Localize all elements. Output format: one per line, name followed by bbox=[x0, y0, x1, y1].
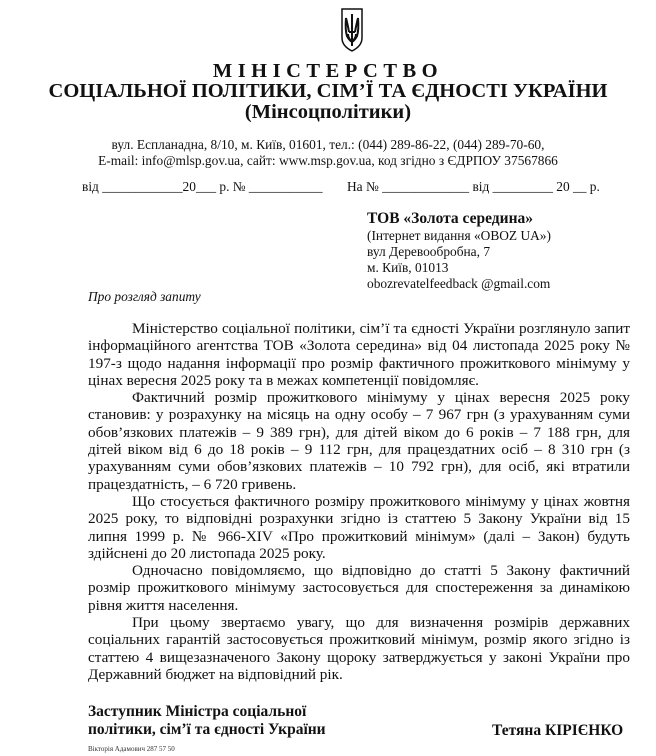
recipient-email: obozrevatelfeedback @gmail.com bbox=[367, 276, 551, 291]
address-line: вул. Еспланадна, 8/10, м. Київ, 01601, тел.: (044) 289-86-22, (044) 289-70-60, bbox=[111, 137, 545, 152]
recipient-line: вул Деревообробна, 7 bbox=[367, 244, 491, 259]
ministry-title-line1: МІНІСТЕРСТВО bbox=[212, 60, 444, 82]
body-paragraph: Що стосується фактичного розміру прожиткового мінімуму у цінах жовтня 2025 року, то відповідні розрахунки згідно із статтею 5 Закону України від 15 липня 1999 р. № 966-XIV «Про прожитковий мінімум» (далі – Закон) будуть здійснені до 20 листопада 2025 року. bbox=[88, 492, 630, 562]
recipient-line: м. Київ, 01013 bbox=[367, 260, 449, 275]
contact-line: E-mail: info@mlsp.gov.ua, сайт: www.msp.gov.ua, код згідно з ЄДРПОУ 37567866 bbox=[98, 153, 558, 168]
outgoing-reference: від ____________20___ р. № ___________ bbox=[82, 179, 323, 194]
signatory-position-line1: Заступник Міністра соціальної bbox=[88, 703, 307, 720]
signatory-position bbox=[88, 703, 326, 739]
letter-body bbox=[88, 320, 630, 683]
executor-note: Вікторія Адамович 287 57 50 bbox=[88, 745, 175, 753]
letter-subject: Про розгляд запиту bbox=[88, 289, 201, 304]
recipient-line: (Інтернет видання «OBOZ UA») bbox=[367, 228, 551, 243]
body-paragraph: Фактичний розмір прожиткового мінімуму у цінах вересня 2025 року становив: у розрахунку на місяць на одну особу – 7 967 грн (з урахуванням суми обов’язкових платежів – 9 389 грн), для дітей віком до 6 років – 7 188 грн, для дітей віком від 6 до 18 років – 9 112 грн, для працездатних осіб – 8 310 грн (з урахуванням суми обов’язкових платежів – 10 792 грн), для осіб, які втратили працездатність, – 6 720 гривень. bbox=[88, 389, 630, 493]
signatory-name: Тетяна КІРІЄНКО bbox=[492, 722, 624, 739]
body-paragraph: Міністерство соціальної політики, сім’ї та єдності України розглянуло запит інформаційного агентства ТОВ «Золота середина» від 04 листопада 2025 року № 197-з щодо надання інформації про розмір фактичного прожиткового мінімуму у цінах вересня 2025 року та в межах компетенції повідомляє. bbox=[88, 320, 630, 389]
incoming-reference: На № _____________ від _________ 20 __ р. bbox=[347, 179, 600, 194]
recipient-name: ТОВ «Золота середина» bbox=[367, 210, 533, 227]
body-paragraph: При цьому звертаємо увагу, що для визначення розмірів державних соціальних гарантій застосовується прожитковий мінімум, розмір якого згідно із статтею 4 вищезазначеного Закону щороку затверджується у законі України про Державний бюджет на відповідний рік. bbox=[88, 614, 630, 683]
body-paragraph: Одночасно повідомляємо, що відповідно до статті 5 Закону фактичний розмір прожиткового мінімуму застосовується для спостереження за динамікою рівня життя населення. bbox=[88, 562, 630, 614]
ministry-short-name: (Мінсоцполітики) bbox=[244, 101, 412, 123]
recipient-block bbox=[367, 210, 551, 292]
coat-of-arms-icon bbox=[340, 8, 364, 52]
signatory-position-line2: політики, сім’ї та єдності України bbox=[88, 721, 326, 738]
ministry-title-line2: СОЦІАЛЬНОЇ ПОЛІТИКИ, СІМ’Ї ТА ЄДНОСТІ УКРАЇНИ bbox=[48, 80, 608, 102]
ministry-contacts bbox=[0, 137, 656, 169]
